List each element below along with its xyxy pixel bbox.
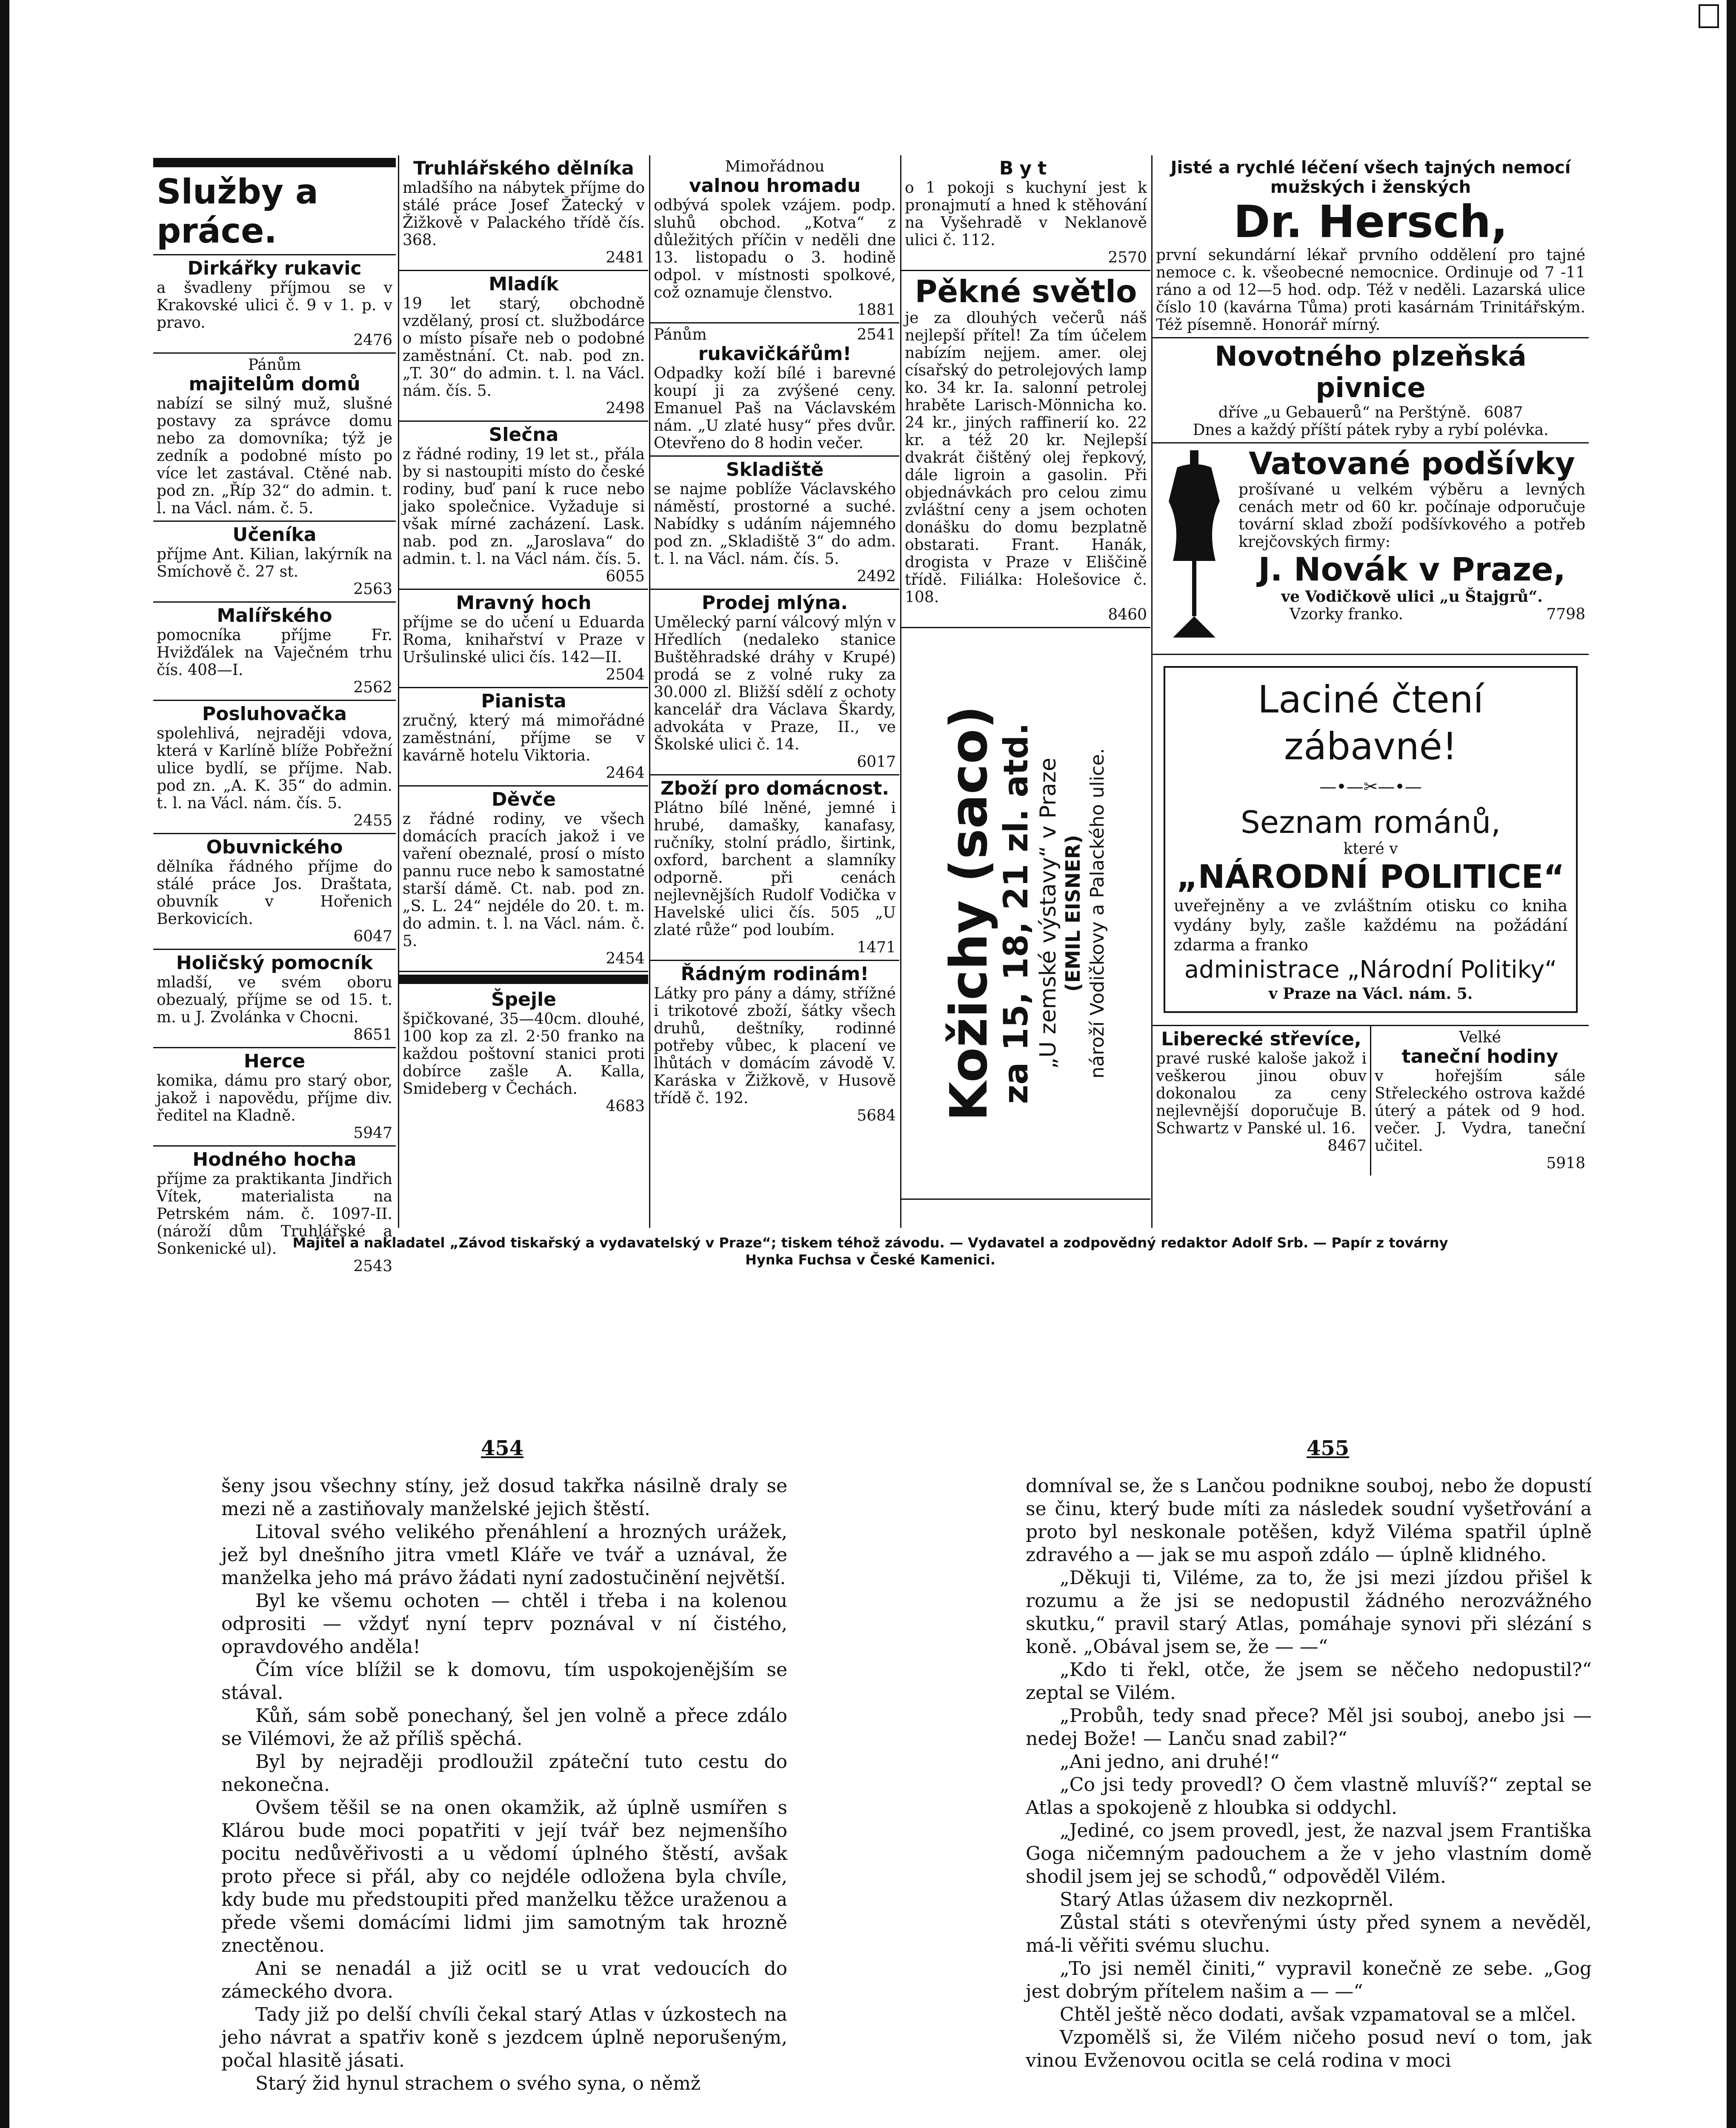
ad-number: 8460: [1108, 606, 1147, 624]
ads-column-4: [900, 155, 1150, 1228]
ad-separator: —•—✂—•—: [1319, 777, 1422, 797]
ad-number: 2504: [606, 666, 645, 684]
ad-number: 2464: [606, 764, 645, 782]
ad-number: 2562: [353, 679, 392, 696]
ad-heading: Pěkné světlo: [915, 274, 1137, 309]
ad-text: a švadleny příjmou se v Krakovské ulici č. 9 v 1. p. v pravo.: [157, 279, 392, 332]
ad-number: 2543: [353, 1258, 392, 1275]
ad-number: 2476: [353, 332, 392, 349]
ad-cteni: [1153, 655, 1589, 1026]
ad-radnym: [650, 961, 899, 1128]
ad-text: dělníka řádného příjme do stálé práce Jos. Draštata, obuvník v Hořenich Berkovicích.: [157, 858, 392, 928]
ad-number: 2481: [606, 249, 645, 266]
ad-text: příjme za praktikanta Jindřich Vítek, materialista na Petrském nám. č. 1097-II. (nároží dům Truhlářské a Sonkenické ul).: [157, 1170, 392, 1258]
ads-column-2: [398, 155, 648, 1228]
ad-heading: Dr. Hersch,: [1233, 196, 1508, 248]
ad-svetlo: [901, 271, 1150, 628]
ad-address: ve Vodičkově ulici „u Štajgrů“.: [1281, 588, 1543, 606]
ad-rukavickarum: [650, 323, 899, 457]
ad-store: „U zemské výstavy“ v Praze: [1035, 758, 1061, 1069]
ad-dirkarky: [153, 255, 396, 354]
ad-number: 2541: [857, 326, 896, 343]
ad-number: 2570: [1108, 249, 1147, 266]
ad-text: komika, dámu pro starý obor, jakož i napovědu, příjme div. ředitel na Kladně.: [157, 1072, 392, 1124]
ad-text: Látky pro pány a dámy, střížné i trikotové zboží, šátky všech druhů, deštníky, rodinné potřeby vůbec, k placení ve lhůtách v domácím závodě V. Karáska v Žižkově, v Husově třídě č. 192.: [654, 985, 896, 1107]
ad-address: nároží Vodičkovy a Palackého ulice.: [1086, 748, 1108, 1079]
ad-tanecni: [1371, 1026, 1589, 1176]
ad-text: prošívané u velkém výběru a levných cenách metr od 60 kr. počínaje odporučuje tovární sklad zboží podšívkového a potřeb krejčovských firmy:: [1238, 481, 1585, 551]
paragraph: Zůstal státi s otevřenými ústy před synem a nevěděl, má-li věřiti svému sluchu.: [1026, 1912, 1592, 1956]
ad-number: 8467: [1327, 1137, 1367, 1155]
section-title: Služby a práce.: [157, 172, 318, 251]
ad-vatovane: [1153, 443, 1589, 655]
ad-text: mladší, ve svém oboru obezualý, příjme se od 15. t. m. u J. Zvolánka v Chocni.: [157, 974, 392, 1026]
ad-address: v Praze na Václ. nám. 5.: [1268, 985, 1473, 1003]
ad-heading: Mravný hoch: [456, 592, 592, 614]
ad-text: pomocníka příjme Fr. Hvižďálek na Vaječném trhu čís. 408—I.: [157, 626, 392, 679]
ad-pre: Jisté a rychlé léčení všech tajných nemocí mužských i ženských: [1170, 158, 1571, 197]
ad-mladik: [399, 271, 648, 422]
page-left-text: [221, 1475, 787, 2095]
paragraph: Tady již po delší chvíli čekal starý Atlas v úzkostech na jeho návrat a spatřiv koně s jezdcem úplně neporušeným, počal hlasitě jásati.: [221, 2004, 787, 2071]
paragraph: „Ani jedno, ani druhé!“: [1060, 1751, 1280, 1773]
ad-heading: Liberecké střevíce,: [1161, 1028, 1361, 1050]
ad-heading: Děvče: [492, 789, 556, 810]
paragraph: „Kdo ti řekl, otče, že jsem se něčeho nedopustil?“ zeptal se Vilém.: [1026, 1659, 1592, 1704]
ad-prodej: [650, 590, 899, 775]
ad-majitelum: [153, 354, 396, 522]
ad-row: [1156, 404, 1585, 421]
ad-heading: Prodej mlýna.: [701, 592, 848, 614]
ad-heading: Kožichy (saco): [939, 705, 999, 1121]
ad-company: J. Novák v Praze,: [1258, 550, 1566, 588]
ad-number: 7798: [1546, 606, 1585, 623]
ad-text: v hořejším sále Střeleckého ostrova každé úterý a pátek od 9 hod. večer. J. Vydra, taneční učitel.: [1375, 1067, 1585, 1155]
ad-mimoradnou: [650, 155, 899, 323]
page-number-right: 455: [1307, 1436, 1350, 1460]
paragraph: šeny jsou všechny stíny, jež dosud takřka násilně draly se mezi ně a zastiňovaly manželské jejich štěstí.: [221, 1475, 787, 1520]
ad-box: [1164, 666, 1578, 1013]
ad-heading: Dirkářky rukavic: [187, 257, 362, 279]
ad-number: 5947: [353, 1124, 392, 1142]
paragraph: Litoval svého velikého přenáhlení a hrozných urážek, jež byl dnešního jitra vmetl Kláře ve tvář a uznával, že manželka jeho má právo žádati nyní zadostučinění největší.: [221, 1521, 787, 1589]
ad-text: zručný, který má mimořádné zaměstnání, příjme se v kavárně hotelu Viktoria.: [403, 712, 645, 764]
ads-column-1: [153, 155, 396, 1275]
ad-strevice: [1153, 1026, 1371, 1176]
ad-heading: Byt: [999, 157, 1053, 179]
ad-truhl: [399, 155, 648, 271]
ad-heading: Laciné čtení zábavné!: [1258, 678, 1484, 768]
section-title-ad: [153, 170, 396, 255]
corner-mark: [1699, 4, 1719, 28]
ad-number: 1881: [857, 301, 896, 319]
ad-heading: Učeníka: [232, 524, 317, 546]
ad-heading: Mladík: [489, 273, 559, 295]
ad-heading: Holičský pomocník: [176, 952, 373, 974]
ad-heading: majitelům domů: [189, 373, 360, 395]
ad-pre: Pánům: [248, 356, 301, 374]
ad-number: 6087: [1484, 404, 1523, 421]
paragraph: „To jsi neměl činiti,“ vypravil konečně ze sebe. „Gog jest dobrým přítelem našim a — —“: [1026, 1958, 1592, 2002]
ad-number: 8651: [353, 1026, 392, 1044]
ad-number: 5918: [1546, 1155, 1585, 1172]
paragraph: Byl ke všemu ochoten — chtěl i třeba i na kolenou odprositi — vždyť nyní teprv poznával v ní čistého, opravdového anděla!: [221, 1590, 787, 1658]
paragraph: Chtěl ještě něco dodati, avšak vzpamatoval se a mlčel.: [1060, 2004, 1576, 2025]
ad-holicsky: [153, 950, 396, 1048]
ad-number: 2492: [857, 568, 896, 585]
paragraph: „Probůh, tedy snad přece? Měl jsi souboj, anebo jsi — nedej Bože! — Lanču snad zabil?“: [1026, 1705, 1592, 1750]
ad-devce: [399, 787, 648, 972]
ad-number: 4683: [606, 1098, 645, 1115]
ad-text: z řádné rodiny, 19 let st., přála by si nastoupiti místo do české rodiny, buď paní k ruce nebo jako společnice. Vyžaduje si však mírné zacházení. Lask. nab. pod zn. „Jaroslava“ do admin. t. l. na Václ nám. čís. 5.: [403, 446, 645, 568]
ad-pre: Mimořádnou: [725, 158, 825, 175]
ad-text: mladšího na nábytek příjme do stálé práce Josef Žatecký v Žižkově v Palackého třídě čís. 368.: [403, 179, 645, 249]
ads-column-5: [1151, 155, 1589, 1228]
ad-novotneho: [1153, 338, 1589, 443]
ad-herce: [153, 1048, 396, 1147]
ad-heading: Truhlářského dělníka: [413, 157, 634, 179]
ad-heading: Herce: [243, 1050, 306, 1072]
paragraph: Byl by nejraději prodloužil zpáteční tuto cestu do nekonečna.: [221, 1751, 787, 1796]
ad-bottom-row: [1153, 1026, 1589, 1176]
ad-body: [1238, 446, 1585, 650]
imprint-footer: [153, 1234, 1587, 1268]
ad-text: nabízí se silný muž, slušné postavy za správce domu nebo za domovníka; týž je zedník a podobné místo po více let zastával. Ctěné nab. pod zn. „Říp 32“ do admin. t. l. na Václ. nám. č. 5.: [157, 395, 392, 517]
rule: [399, 975, 648, 984]
ad-number: 5684: [857, 1107, 896, 1124]
ad-number: 2454: [606, 950, 645, 967]
ad-text: pravé ruské kaloše jakož i veškerou jinou obuv dokonalou za ceny nejlevnější doporučuje B. Schwartz v Panské ul. 16.: [1156, 1050, 1367, 1137]
ad-heading: Malířského: [217, 605, 332, 626]
ad-heading: Zboží pro domácnost.: [660, 778, 889, 799]
dress-form-illustration: [1156, 450, 1233, 646]
ad-mravny: [399, 590, 648, 688]
ad-malirskeho: [153, 603, 396, 701]
ad-text: příjme se do učení u Eduarda Roma, knihařství v Praze v Uršulinské ulici čís. 142—II.: [403, 614, 645, 666]
ad-heading: Řádným rodinám!: [681, 963, 869, 985]
page-right-text: [1026, 1475, 1592, 2072]
paragraph: „Jediné, co jsem provedl, jest, že nazval jsem Františka Goga ničemným padouchem a že v jeho vlastním domě shodil jsem jej se schodů,“ odpověděl Vilém.: [1026, 1820, 1592, 1888]
paragraph: Ovšem těšil se na onen okamžik, až úplně usmířen s Klárou bude moci popatřiti v její tvář bez nejmenšího pocitu nedůvěřivosti a u vědomí úplného štěstí, avšak proto přece si přál, aby co nejdéle odložena byla chvíle, kdy bude mu předstoupiti před manželku těžce uraženou a přede všemi domácími lidmi jim samotným tak hrozně znectěnou.: [221, 1797, 787, 1956]
ad-number: 1471: [857, 939, 896, 956]
ad-number: 6047: [353, 928, 392, 945]
ad-text: Vzorky franko.: [1290, 606, 1403, 623]
ad-zbozi: [650, 775, 899, 961]
ad-pre-row: [654, 326, 896, 343]
ad-kozichy: [901, 628, 1150, 1200]
ad-text: Dnes a každý příští pátek ryby a rybí polévka.: [1193, 421, 1549, 439]
ad-heading: Špejle: [491, 989, 557, 1010]
ad-text: z řádné rodiny, ve všech domácích pracích jakož i ve vaření obeznalé, prosí o místo pannu ruce nebo k samostatné starší dámě. Ct. nab. pod zn. „S. L. 24“ nejdéle do 20. t. m. do admin. t. l. na Václ. nám. č. 5.: [403, 810, 645, 950]
ad-slecna: [399, 422, 648, 590]
ad-text: odbývá spolek vzájem. podp. sluhů obchod. „Kotva“ z důležitých příčin v neděli dne 13. listopadu o 3. hodině odpol. v místnosti spolkové, což oznamuje členstvo.: [654, 197, 896, 301]
ad-heading: Vatované podšívky: [1249, 446, 1575, 481]
ad-spejle: [399, 987, 648, 1118]
ad-heading: Pianista: [481, 690, 566, 712]
rule: [153, 158, 396, 167]
ad-pre: Velké: [1459, 1029, 1501, 1046]
ad-number: 2498: [606, 400, 645, 417]
ad-obuvnickeho: [153, 834, 396, 950]
ad-text: Odpadky koží bílé i barevné koupí ji za zvýšené ceny. Emanuel Paš na Václavském nám. „U zlaté husy“ přes dvůr. Otevřeno do 8 hodin večer.: [654, 365, 896, 452]
paragraph: Ani se nenadál a již ocitl se u vrat vedoucích do zámeckého dvora.: [221, 1958, 787, 2002]
ad-number: 6055: [606, 568, 645, 585]
ad-heading: Slečna: [489, 424, 559, 446]
ads-column-3: [649, 155, 899, 1228]
ad-heading: rukavičkářům!: [698, 343, 852, 365]
paragraph: „Děkuji ti, Viléme, za to, že jsi mezi jízdou přišel k rozumu a že jsi se nedopustil žádného nerozvážného skutku,“ pravil starý Atlas, pomáhaje synovi při slézání s koně. „Obával jsem se, že — —“: [1026, 1567, 1592, 1658]
page-number-left: 454: [481, 1436, 524, 1460]
ad-ucenika: [153, 522, 396, 603]
ad-row: [1238, 606, 1585, 623]
ad-byt: [901, 155, 1150, 271]
ad-text: se najme poblíže Václavského náměstí, prostorné a suché. Nabídky s udáním nájemného pod zn. „Skladiště 3“ do adm. t. l. na Václ. nám. čís. 5.: [654, 481, 896, 568]
ad-text: špičkované, 35—40cm. dlouhé, 100 kop za zl. 2·50 franko na každou poštovní stanici proti dobírce zašle A. Kalla, Smideberg v Čechách.: [403, 1010, 645, 1098]
ad-heading: Novotného plzeňská pivnice: [1215, 341, 1527, 404]
paragraph: Vzpomělš si, že Vilém ničeho posud neví o tom, jak vinou Evženovou ocitla se celá rodina v moci: [1026, 2027, 1592, 2071]
ad-text: spolehlivá, nejraději vdova, která v Karlíně blíže Pobřežní ulice bydlí, se příjme. Nab. pod zn. „A. K. 35“ do admin. t. l. na Václ. nám. čís. 5.: [157, 725, 392, 812]
imprint-line: Hynka Fuchsa v České Kamenici.: [745, 1252, 995, 1268]
ad-heading: Skladiště: [726, 459, 824, 481]
ad-text: které v: [1343, 840, 1398, 858]
ad-heading: Obuvnického: [206, 836, 343, 858]
ad-admin: administrace „Národní Politiky“: [1184, 956, 1557, 984]
ad-text: Plátno bílé lněné, jemné i hrubé, damašky, kanafasy, ručníky, stolní prádlo, širtink, oxford, barchent a slamníky odporně. při cenách nejlevnějších Rudolf Vodička v Havelské ulici čís. 505 „U zlaté růže“ pod loubím.: [654, 799, 896, 939]
ad-skladiste: [650, 457, 899, 590]
ad-text: uveřejněny a ve zvláštním otisku co kniha vydány byly, zašle každému na požádání zdarma a franko: [1174, 896, 1567, 954]
ad-posluhovacka: [153, 701, 396, 834]
ad-owner: (EMIL EISNER): [1061, 835, 1084, 992]
ad-text: Umělecký parní válcový mlýn v Hředlích (nedaleko stanice Buštěhradské dráhy v Krupé) prodá se z volné ruky za 30.000 zl. Bližší sdělí z ochoty kancelář dra Václava Škardy, advokáta v Praze, II., ve Školské ulici č. 14.: [654, 614, 896, 753]
paragraph: Starý žid hynul strachem o svého syna, o němž: [255, 2073, 701, 2094]
ad-text: 19 let starý, obchodně vzdělaný, prosí ct. službodárce o místo písaře neb o podobné zaměstnání. Ct. nab. pod zn. „T. 30“ do admin. t. l. na Václ. nám. čís. 5.: [403, 295, 645, 400]
ad-heading: Hodného hocha: [192, 1149, 357, 1170]
ad-pianista: [399, 688, 648, 787]
rotated-ad-text: [939, 637, 1110, 1190]
ad-text: o 1 pokoji s kuchyní jest k pronajmutí a hned k stěhování na Vyšehradě v Neklanově ulici č. 112.: [905, 179, 1147, 249]
ad-pre: Pánům: [654, 326, 707, 343]
ad-heading: valnou hromadu: [689, 175, 861, 197]
paragraph: Starý Atlas úžasem div nezkoprněl.: [1060, 1889, 1394, 1911]
ad-text: je za dlouhých večerů náš nejlepší přítel! Za tím účelem nabízím nejjem. amer. olej císařský do petrolejových lamp ko. 34 kr. Ia. salonní petrolej hraběte Larisch-Mönnicha ko. 24 kr., jiných raffinerií ko. 22 kr. a též 20 kr. Nejlepší dvakrát čištěný olej řepkový, dále ligroin a gasolin. Při objednávkách pro celou zimu zvláštní ceny a jsem ochoten donášku do domu bezplatně obstarati. Frant. Hanák, drogista v Praze v Eliščině třídě. Filiálka: Holešovice č. 108.: [905, 309, 1147, 606]
paragraph: „Co jsi tedy provedl? O čem vlastně mluvíš?“ zeptal se Atlas a spokojeně z hloubka si oddychl.: [1026, 1774, 1592, 1819]
ad-heading: Posluhovačka: [202, 703, 347, 725]
ad-text: dříve „u Gebauerů“ na Perštýně.: [1218, 404, 1471, 421]
imprint-line: Majitel a nakladatel „Závod tiskařský a vydavatelský v Praze“; tiskem téhož závodu. — Vydavatel a zodpovědný redaktor Adolf Srb. — Papír z továrny: [292, 1235, 1448, 1251]
ad-heading: taneční hodiny: [1401, 1046, 1559, 1067]
ad-text: příjme Ant. Kilian, lakýrník na Smíchově č. 27 st.: [157, 546, 392, 581]
paragraph: domníval se, že s Lančou podnikne souboj, nebo že dopustí se činu, který bude míti za následek soudní vyšetřování a proto byl neskonale potěšen, když Viléma spatřil úplně zdravého a — jak se mu aspoň zdálo — úplně klidného.: [1026, 1475, 1592, 1566]
ad-hersch: [1153, 155, 1589, 338]
ad-number: 6017: [857, 753, 896, 771]
ad-number: 2455: [353, 812, 392, 829]
paragraph: Kůň, sám sobě ponechaný, šel jen volně a přece zdálo se Vilémovi, že až příliš spěchá.: [221, 1705, 787, 1750]
ad-text: první sekundární lékař prvního oddělení pro tajné nemoce c. k. všeobecné nemocnice. Ordinuje od 7 -11 ráno a od 12—5 hod. odp. Též v neděli. Lazarská ulice číslo 10 (kavárna Tůma) proti kasárnám Trinitářským. Též písemně. Honorář mírný.: [1156, 246, 1585, 334]
ad-subheading: Seznam románů,: [1240, 804, 1501, 840]
ad-price: za 15, 18, 21 zl. atd.: [997, 723, 1035, 1104]
ad-newspaper: „NÁRODNÍ POLITICE“: [1176, 858, 1565, 895]
ad-number: 2563: [353, 581, 392, 598]
paragraph: Čím více blížil se k domovu, tím uspokojenějším se stával.: [221, 1659, 787, 1704]
